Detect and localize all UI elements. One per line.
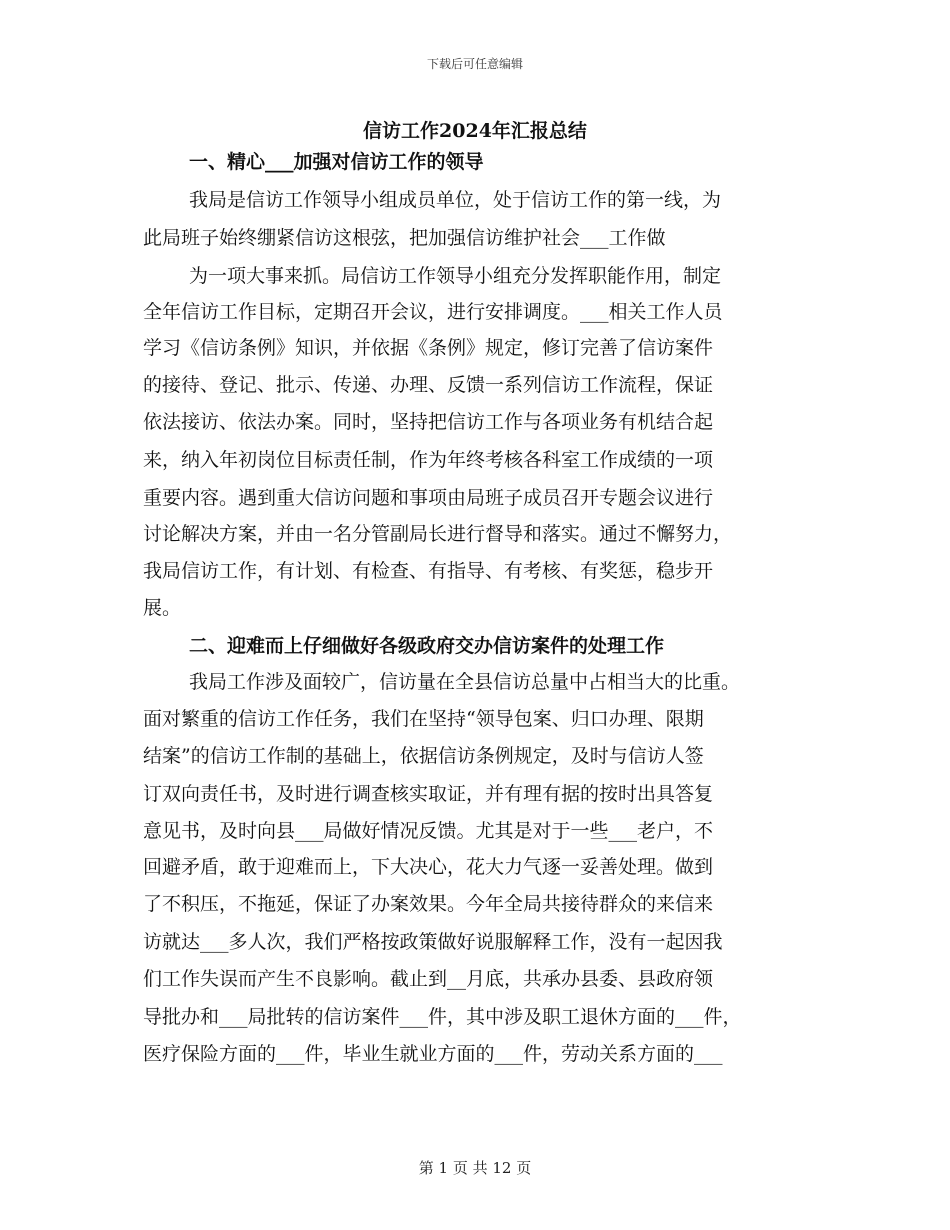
paragraph-line: 依法接访、依法办案。同时，坚持把信访工作与各项业务有机结合起 bbox=[143, 411, 714, 433]
paragraph-line: 结案”的信访工作制的基础上，依据信访条例规定，及时与信访人签 bbox=[143, 745, 704, 767]
paragraph-line: 们工作失误而产生不良影响。截止到__月底，共承办县委、县政府领 bbox=[143, 968, 714, 990]
paragraph-line: 重要内容。遇到重大信访问题和事项由局班子成员召开专题会议进行 bbox=[143, 487, 714, 509]
paragraph-line: 订双向责任书，及时进行调查核实取证，并有理有据的按时出具答复 bbox=[143, 783, 714, 805]
paragraph-line: 访就达___多人次，我们严格按政策做好说服解释工作，没有一起因我 bbox=[143, 931, 723, 953]
page-header: 下载后可任意编辑 bbox=[426, 57, 523, 71]
section-heading-2: 二、迎难而上仔细做好各级政府交办信访案件的处理工作 bbox=[189, 635, 665, 657]
paragraph-line: 面对繁重的信访工作任务，我们在坚持“领导包案、归口办理、限期 bbox=[143, 708, 704, 730]
paragraph-line: 了不积压，不拖延，保证了办案效果。今年全局共接待群众的来信来 bbox=[143, 893, 714, 915]
paragraph-line: 全年信访工作目标，定期召开会议，进行安排调度。___相关工作人员 bbox=[143, 301, 723, 323]
paragraph-line: 我局是信访工作领导小组成员单位，处于信访工作的第一线，为 bbox=[189, 189, 722, 211]
paragraph-line: 回避矛盾，敢于迎难而上，下大决心，花大力气逐一妥善处理。做到 bbox=[143, 856, 714, 878]
paragraph-line: 我局工作涉及面较广，信访量在全县信访总量中占相当大的比重。 bbox=[189, 671, 741, 693]
paragraph-line: 来，纳入年初岗位目标责任制，作为年终考核各科室工作成绩的一项 bbox=[143, 449, 714, 471]
paragraph-line: 此局班子始终绷紧信访这根弦，把加强信访维护社会___工作做 bbox=[143, 227, 666, 249]
paragraph-line: 展。 bbox=[143, 597, 182, 619]
paragraph-line: 的接待、登记、批示、传递、办理、反馈一系列信访工作流程，保证 bbox=[143, 374, 714, 396]
section-heading-1: 一、精心___加强对信访工作的领导 bbox=[189, 151, 484, 173]
paragraph-line: 医疗保险方面的___件，毕业生就业方面的___件，劳动关系方面的___ bbox=[143, 1043, 723, 1065]
paragraph-line: 导批办和___局批转的信访案件___件，其中涉及职工退休方面的___件， bbox=[143, 1006, 742, 1028]
page-footer: 第 1 页 共 12 页 bbox=[418, 1159, 532, 1177]
paragraph-line: 学习《信访条例》知识，并依据《条例》规定，修订完善了信访案件 bbox=[143, 337, 714, 359]
document-title: 信访工作2024年汇报总结 bbox=[363, 120, 587, 142]
paragraph-line: 我局信访工作，有计划、有检查、有指导、有考核、有奖惩，稳步开 bbox=[143, 560, 714, 582]
paragraph-line: 讨论解决方案，并由一名分管副局长进行督导和落实。通过不懈努力， bbox=[143, 523, 733, 545]
paragraph-line: 为一项大事来抓。局信访工作领导小组充分发挥职能作用，制定 bbox=[189, 265, 722, 287]
paragraph-line: 意见书，及时向县___局做好情况反馈。尤其是对于一些___老户，不 bbox=[143, 820, 714, 842]
